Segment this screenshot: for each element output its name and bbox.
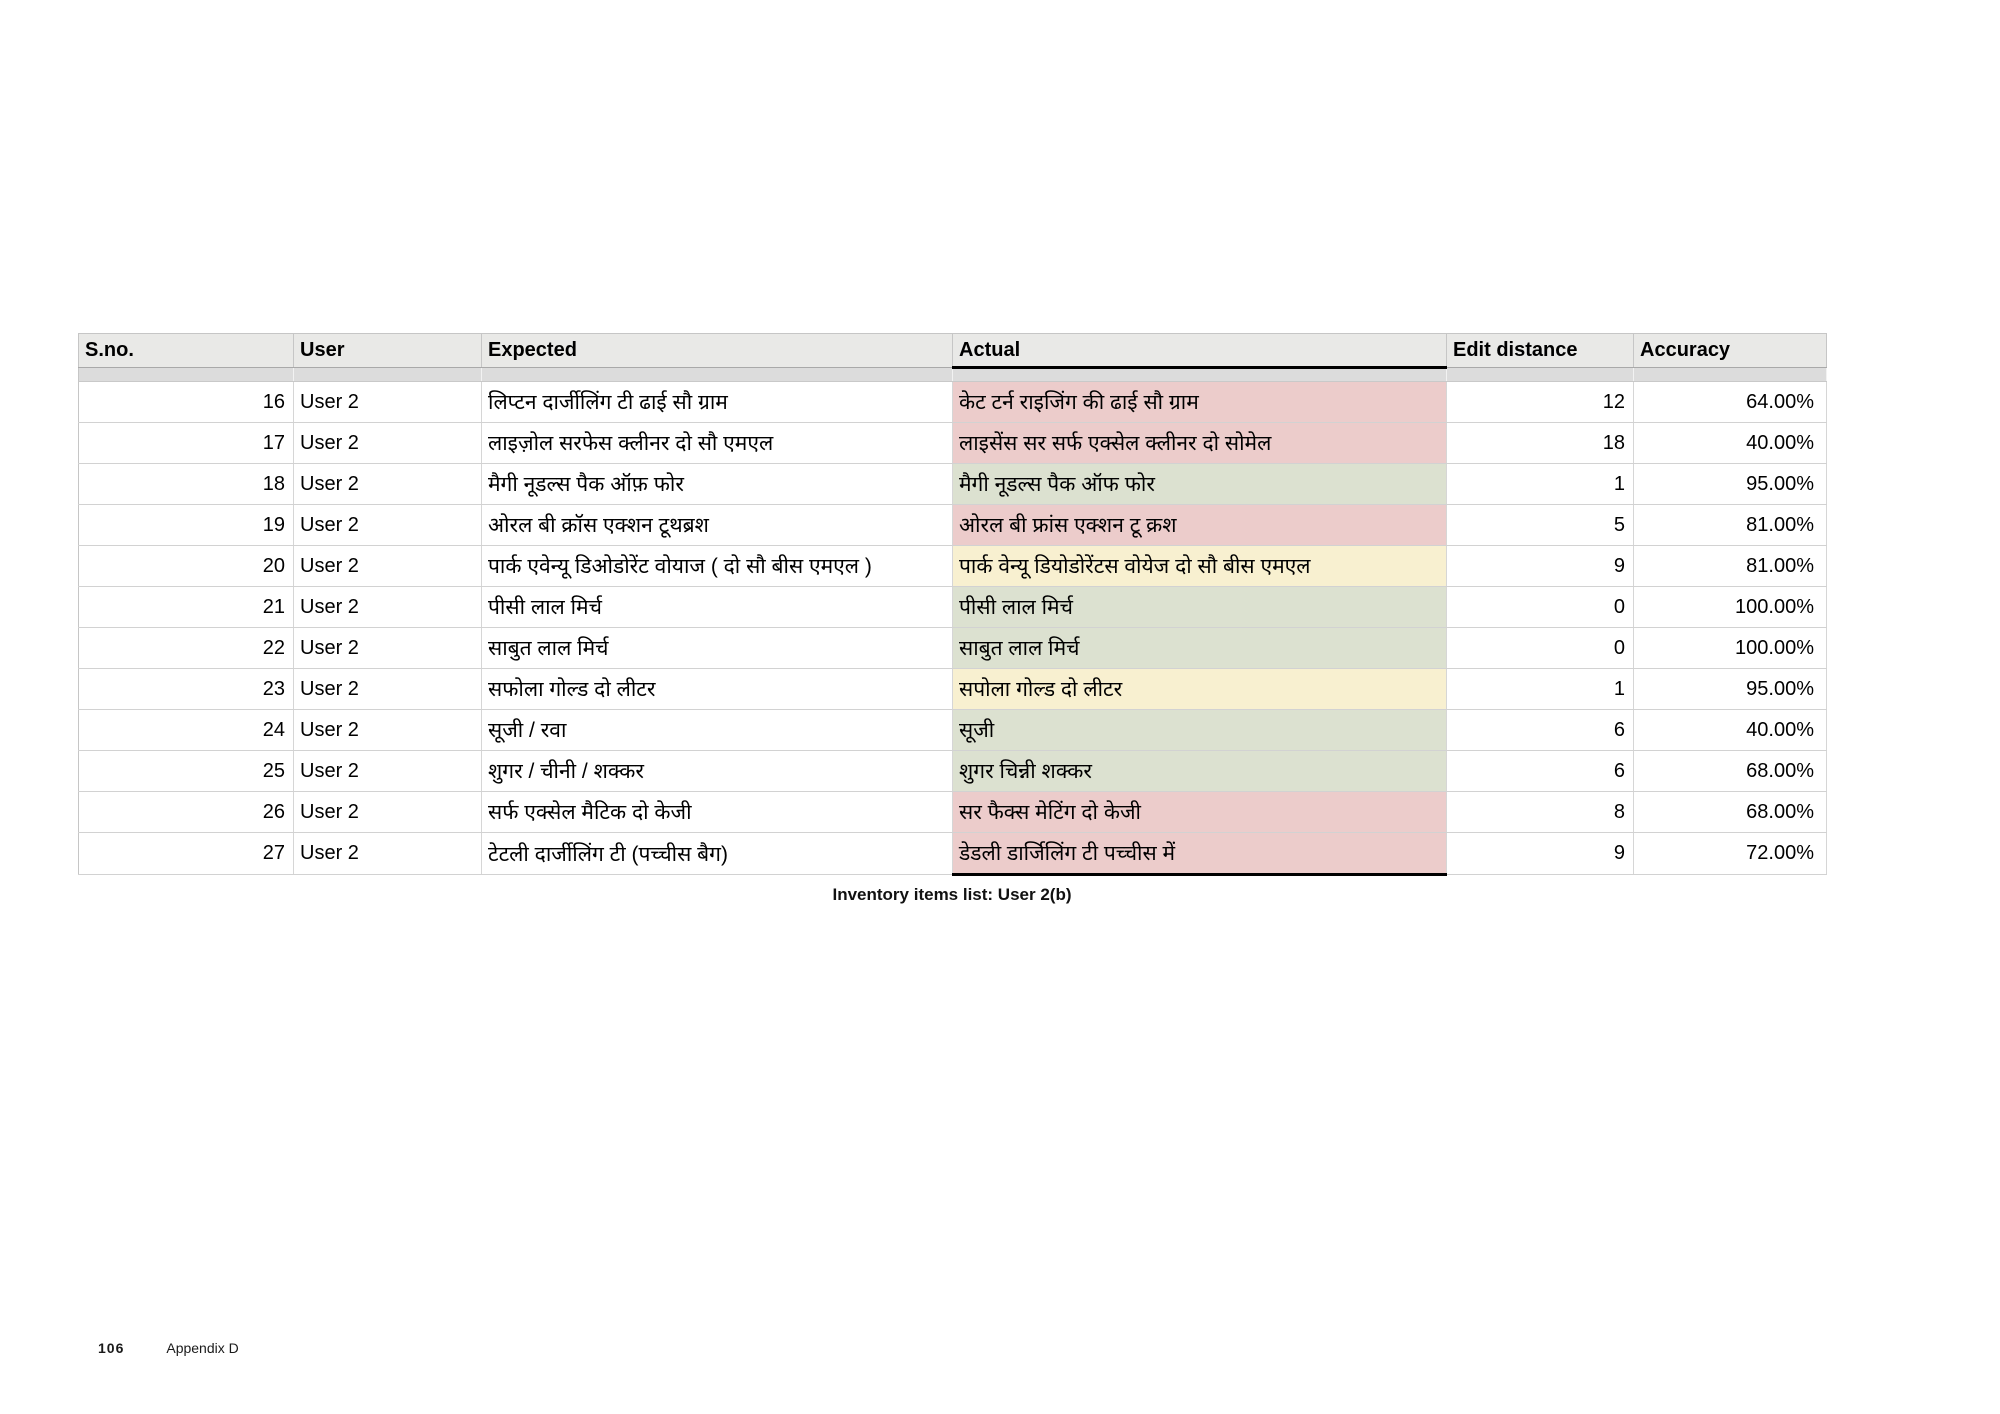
- header-row: [79, 334, 1827, 368]
- expected-cell: लाइज़ोल सरफेस क्लीनर दो सौ एमएल: [482, 423, 953, 464]
- sno-cell: 27: [79, 833, 294, 875]
- expected-cell: टेटली दार्जीलिंग टी (पच्चीस बैग): [482, 833, 953, 875]
- actual-cell: मैगी नूडल्स पैक ऑफ फोर: [953, 464, 1447, 505]
- accuracy-cell: 68.00%: [1634, 792, 1827, 833]
- accuracy-cell: 100.00%: [1634, 587, 1827, 628]
- edit-distance-cell: 1: [1447, 669, 1634, 710]
- edit-distance-cell: 6: [1447, 751, 1634, 792]
- col-header-edit-distance: Edit distance: [1447, 334, 1634, 368]
- sno-cell: 18: [79, 464, 294, 505]
- sno-cell: 20: [79, 546, 294, 587]
- sno-cell: 24: [79, 710, 294, 751]
- table-row: [79, 669, 1827, 710]
- accuracy-cell: 40.00%: [1634, 423, 1827, 464]
- table-row: [79, 628, 1827, 669]
- sno-cell: 25: [79, 751, 294, 792]
- actual-cell: पीसी लाल मिर्च: [953, 587, 1447, 628]
- expected-cell: सूजी / रवा: [482, 710, 953, 751]
- table-row: [79, 710, 1827, 751]
- accuracy-cell: 81.00%: [1634, 546, 1827, 587]
- accuracy-cell: 95.00%: [1634, 464, 1827, 505]
- user-cell: User 2: [294, 792, 482, 833]
- actual-cell: केट टर्न राइजिंग की ढाई सौ ग्राम: [953, 382, 1447, 423]
- sno-cell: 23: [79, 669, 294, 710]
- user-cell: User 2: [294, 751, 482, 792]
- table-row: [79, 751, 1827, 792]
- table-row: [79, 792, 1827, 833]
- table-row: [79, 464, 1827, 505]
- spacer-row: [79, 368, 1827, 382]
- edit-distance-cell: 0: [1447, 587, 1634, 628]
- actual-cell: ओरल बी फ्रांस एक्शन टू क्रश: [953, 505, 1447, 546]
- accuracy-cell: 100.00%: [1634, 628, 1827, 669]
- user-cell: User 2: [294, 464, 482, 505]
- expected-cell: लिप्टन दार्जीलिंग टी ढाई सौ ग्राम: [482, 382, 953, 423]
- edit-distance-cell: 6: [1447, 710, 1634, 751]
- col-header-accuracy: Accuracy: [1634, 334, 1827, 368]
- appendix-label: Appendix D: [166, 1340, 239, 1356]
- user-cell: User 2: [294, 669, 482, 710]
- user-cell: User 2: [294, 833, 482, 875]
- table-row: [79, 546, 1827, 587]
- col-header-sno: S.no.: [79, 334, 294, 368]
- actual-cell: सूजी: [953, 710, 1447, 751]
- accuracy-cell: 81.00%: [1634, 505, 1827, 546]
- table-row: [79, 587, 1827, 628]
- expected-cell: सर्फ एक्सेल मैटिक दो केजी: [482, 792, 953, 833]
- table-row: [79, 833, 1827, 875]
- accuracy-cell: 95.00%: [1634, 669, 1827, 710]
- inventory-table-wrap: [78, 333, 1826, 876]
- actual-cell: पार्क वेन्यू डियोडोरेंटस वोयेज दो सौ बीस एमएल: [953, 546, 1447, 587]
- expected-cell: सफोला गोल्ड दो लीटर: [482, 669, 953, 710]
- actual-cell: लाइसेंस सर सर्फ एक्सेल क्लीनर दो सोमेल: [953, 423, 1447, 464]
- expected-cell: शुगर / चीनी / शक्कर: [482, 751, 953, 792]
- col-header-user: User: [294, 334, 482, 368]
- sno-cell: 16: [79, 382, 294, 423]
- actual-cell: डेडली डार्जिलिंग टी पच्चीस में: [953, 833, 1447, 875]
- expected-cell: साबुत लाल मिर्च: [482, 628, 953, 669]
- edit-distance-cell: 18: [1447, 423, 1634, 464]
- user-cell: User 2: [294, 505, 482, 546]
- accuracy-cell: 40.00%: [1634, 710, 1827, 751]
- accuracy-cell: 64.00%: [1634, 382, 1827, 423]
- edit-distance-cell: 12: [1447, 382, 1634, 423]
- actual-cell: सपोला गोल्ड दो लीटर: [953, 669, 1447, 710]
- table-row: [79, 382, 1827, 423]
- sno-cell: 26: [79, 792, 294, 833]
- edit-distance-cell: 8: [1447, 792, 1634, 833]
- sno-cell: 19: [79, 505, 294, 546]
- edit-distance-cell: 9: [1447, 833, 1634, 875]
- page-footer: [98, 1340, 239, 1356]
- expected-cell: पार्क एवेन्यू डिओडोरेंट वोयाज ( दो सौ बीस एमएल ): [482, 546, 953, 587]
- table-row: [79, 423, 1827, 464]
- user-cell: User 2: [294, 628, 482, 669]
- accuracy-cell: 72.00%: [1634, 833, 1827, 875]
- col-header-expected: Expected: [482, 334, 953, 368]
- col-header-actual: Actual: [953, 334, 1447, 368]
- sno-cell: 17: [79, 423, 294, 464]
- expected-cell: पीसी लाल मिर्च: [482, 587, 953, 628]
- sno-cell: 22: [79, 628, 294, 669]
- sno-cell: 21: [79, 587, 294, 628]
- edit-distance-cell: 1: [1447, 464, 1634, 505]
- table-caption: Inventory items list: User 2(b): [832, 885, 1072, 904]
- user-cell: User 2: [294, 423, 482, 464]
- expected-cell: मैगी नूडल्स पैक ऑफ़ फोर: [482, 464, 953, 505]
- accuracy-cell: 68.00%: [1634, 751, 1827, 792]
- user-cell: User 2: [294, 710, 482, 751]
- user-cell: User 2: [294, 382, 482, 423]
- edit-distance-cell: 9: [1447, 546, 1634, 587]
- actual-cell: साबुत लाल मिर्च: [953, 628, 1447, 669]
- edit-distance-cell: 5: [1447, 505, 1634, 546]
- page-number: 106: [98, 1340, 125, 1356]
- expected-cell: ओरल बी क्रॉस एक्शन टूथब्रश: [482, 505, 953, 546]
- user-cell: User 2: [294, 546, 482, 587]
- edit-distance-cell: 0: [1447, 628, 1634, 669]
- user-cell: User 2: [294, 587, 482, 628]
- inventory-table: [78, 333, 1827, 876]
- actual-cell: शुगर चिन्नी शक्कर: [953, 751, 1447, 792]
- actual-cell: सर फैक्स मेटिंग दो केजी: [953, 792, 1447, 833]
- table-row: [79, 505, 1827, 546]
